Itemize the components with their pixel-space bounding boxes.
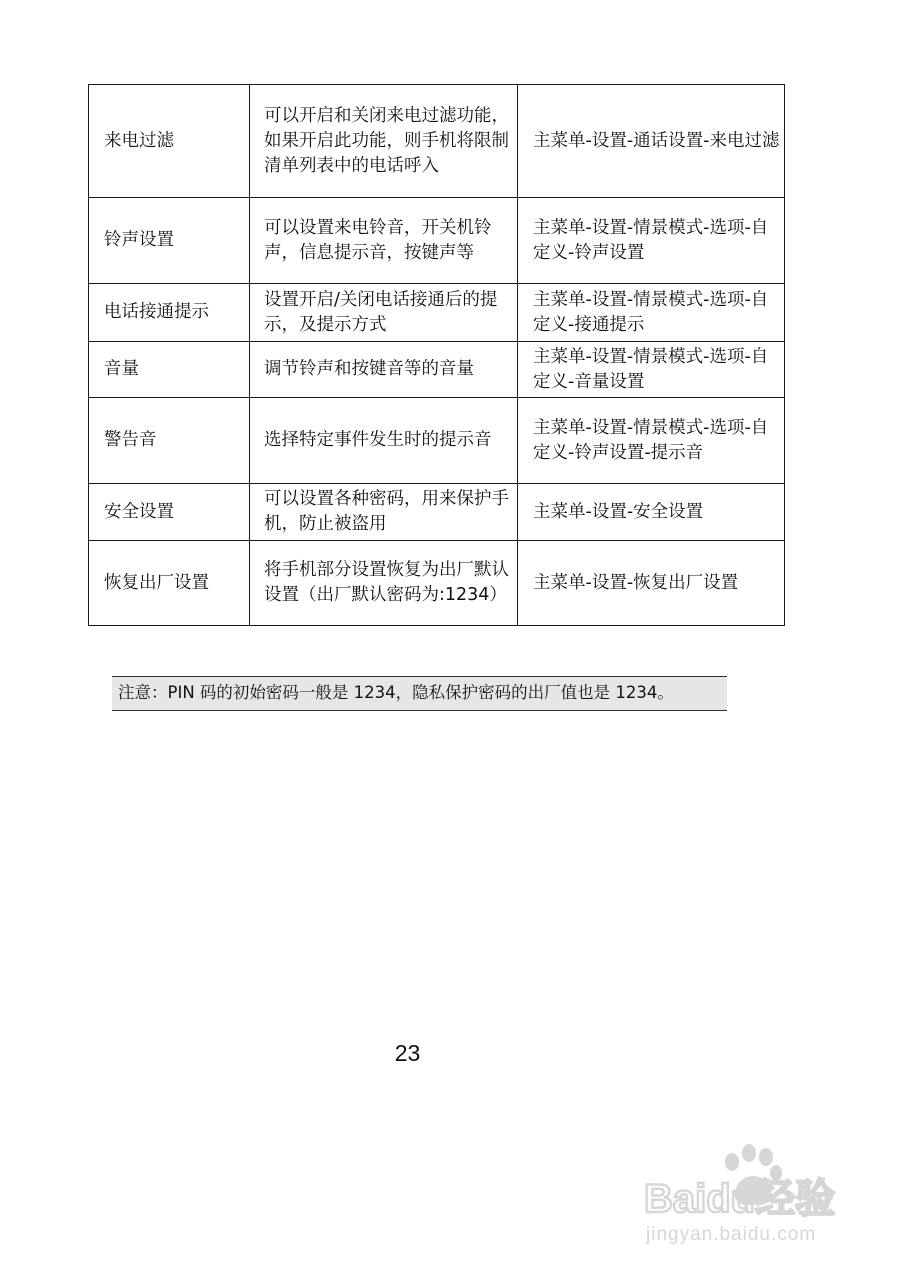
setting-description: 选择特定事件发生时的提示音 — [250, 398, 518, 484]
setting-name: 音量 — [89, 342, 250, 398]
setting-description: 调节铃声和按键音等的音量 — [250, 342, 518, 398]
setting-description: 将手机部分设置恢复为出厂默认设置（出厂默认密码为:1234） — [250, 541, 518, 626]
table-row — [89, 284, 785, 342]
watermark-brand: Baidu经验 — [644, 1177, 836, 1221]
watermark-url: jingyan.baidu.com — [646, 1224, 817, 1245]
setting-menu-path: 主菜单-设置-情景模式-选项-自定义-铃声设置-提示音 — [518, 398, 785, 484]
setting-menu-path: 主菜单-设置-通话设置-来电过滤 — [518, 85, 785, 198]
setting-menu-path: 主菜单-设置-安全设置 — [518, 484, 785, 541]
setting-description: 可以设置各种密码，用来保护手机，防止被盗用 — [250, 484, 518, 541]
setting-name: 铃声设置 — [89, 198, 250, 284]
table-row — [89, 541, 785, 626]
setting-name: 恢复出厂设置 — [89, 541, 250, 626]
table-row — [89, 342, 785, 398]
table-row — [89, 398, 785, 484]
setting-menu-path: 主菜单-设置-情景模式-选项-自定义-接通提示 — [518, 284, 785, 342]
setting-name: 来电过滤 — [89, 85, 250, 198]
setting-description: 可以开启和关闭来电过滤功能，如果开启此功能，则手机将限制清单列表中的电话呼入 — [250, 85, 518, 198]
paw-logo-icon — [640, 1142, 890, 1262]
note-box — [112, 676, 727, 711]
settings-table — [88, 84, 785, 626]
page-number: 23 — [394, 1040, 421, 1066]
setting-menu-path: 主菜单-设置-情景模式-选项-自定义-铃声设置 — [518, 198, 785, 284]
setting-description: 可以设置来电铃音，开关机铃声，信息提示音，按键声等 — [250, 198, 518, 284]
setting-menu-path: 主菜单-设置-恢复出厂设置 — [518, 541, 785, 626]
setting-menu-path: 主菜单-设置-情景模式-选项-自定义-音量设置 — [518, 342, 785, 398]
table-row — [89, 484, 785, 541]
setting-name: 警告音 — [89, 398, 250, 484]
setting-name: 安全设置 — [89, 484, 250, 541]
setting-name: 电话接通提示 — [89, 284, 250, 342]
table-row — [89, 198, 785, 284]
baidu-jingyan-watermark — [640, 1142, 890, 1262]
table-row — [89, 85, 785, 198]
note-text: 注意：PIN 码的初始密码一般是 1234，隐私保护密码的出厂值也是 1234。 — [118, 683, 674, 702]
setting-description: 设置开启/关闭电话接通后的提示，及提示方式 — [250, 284, 518, 342]
